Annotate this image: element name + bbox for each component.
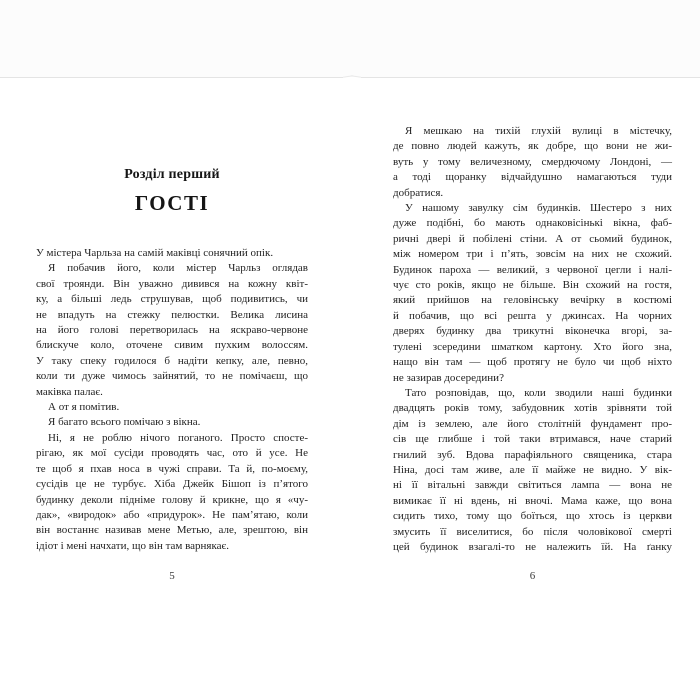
text-line: на його голові перетворилась на яскраво-червоне — [36, 324, 308, 337]
text-line: де повно людей кажуть, як добре, що вони не жи- — [393, 140, 672, 153]
text-line: свої троянди. Він уважно дивився на кожну квіт- — [36, 277, 308, 290]
text-line: тулені зсередини шматком картону. Хто його зна, — [393, 340, 672, 353]
text-line: дверях будинку два трикутні віконечка вгорі, за- — [393, 325, 672, 338]
text-line: рігаю, як мої сусіди проводять час, ото й усе. Не — [36, 447, 308, 460]
text-line: Я багато всього помічаю з вікна. — [48, 416, 201, 429]
chapter-label: Розділ перший — [124, 167, 220, 182]
text-line: дак», «виродок» або «придурок». Не пам’ятаю, коли — [36, 508, 308, 521]
text-line: не зазирав досередини? — [393, 371, 504, 384]
right-page-number: 6 — [529, 570, 536, 582]
text-line: ідіот і мені начхати, що він там варнякає. — [36, 539, 230, 552]
text-line: Ніна, досі там живе, але її майже не видно. У вік- — [393, 463, 672, 476]
text-line: гнилий зуб. Вдова парафіяльного священика, стара — [393, 448, 672, 461]
text-line: Я мешкаю на тихій глухій вулиці в містечку, — [405, 125, 672, 137]
text-line: Будинок пароха — великий, з червоної цегли і налі- — [393, 263, 672, 276]
right-page-text — [393, 124, 672, 555]
chapter-heading — [36, 166, 308, 215]
text-line: У таку спеку годилося б надіти кепку, але, певно, — [36, 354, 308, 367]
text-line: маківка палає. — [36, 385, 103, 398]
text-line: а тоді щоранку відчайдушно намагаються туди — [393, 171, 672, 184]
text-line: У містера Чарльза на самій маківці сонячний опік. — [36, 247, 274, 259]
text-line: цей будинок взагалі-то не належить їй. На ґанку — [393, 540, 672, 553]
reader-top-margin — [0, 0, 700, 77]
text-line: нащо він там — щоб протягу не було чи щоб ніхто — [393, 356, 672, 369]
text-line: вимикає її ні вдень, ні вночі. Мама каже, що вона — [393, 494, 672, 507]
text-line: сусідів це не турбує. Хіба Джейк Бішоп із п’ятого — [36, 478, 308, 491]
text-line: сидить тихо, тому що боїться, що хтось із церкви — [393, 510, 672, 523]
text-line: сів ще глибше і той таки втримався, наче старий — [393, 433, 672, 446]
chapter-title: ГОСТІ — [134, 191, 210, 215]
text-line: ричні двері й побілені стіни. А от сьомий будинок, — [393, 232, 672, 245]
text-line: й побачив, що всі решта у джинсах. На чорних — [393, 309, 672, 322]
text-line: дуже подібні, бо мають однаковісінькі вікна, фаб- — [393, 217, 672, 230]
text-line: змусить її виселитися, бо після чоловікової смерті — [393, 525, 672, 538]
text-line: блискуче коло, оточене сивим пухким волоссям. — [36, 339, 308, 352]
text-line: Ні, я не роблю нічого поганого. Просто спосте- — [48, 431, 308, 444]
text-line: двадцять років тому, забудовник хотів зрівняти той — [393, 402, 672, 415]
text-line: вуть у тому величезному, смердючому Лондоні, — — [393, 155, 672, 168]
text-line: який прийшов на геловінську вечірку в костюмі — [393, 294, 672, 307]
text-line: Тато розповідав, що, коли зводили наші будинки — [405, 386, 672, 399]
text-line: добратися. — [393, 186, 444, 199]
left-page-number: 5 — [169, 570, 175, 582]
left-page-text — [36, 246, 308, 554]
text-line: коли ти дуже чимось зайнятий, то не помічаєш, що — [36, 370, 308, 383]
text-line: між номером три і п’ять, зовсім на них не схожий. — [393, 248, 672, 261]
text-line: А от я помітив. — [48, 401, 120, 414]
text-line: те щоб я пхав носа в чужі справи. Та й, по-моєму, — [36, 462, 308, 475]
text-line: ні її вітальні завжди світиться лампа — вона не — [393, 479, 672, 492]
text-line: Я побачив його, коли містер Чарльз оглядав — [48, 262, 308, 275]
text-line: дім із землею, але його столітній фундамент про- — [393, 417, 672, 430]
text-line: У нашому завулку сім будинків. Шестеро з них — [405, 202, 672, 215]
text-line: чує сто років, якщо не більше. Він схожий на гостя, — [393, 279, 672, 292]
text-line: він востаннє називав мене Метью, але, зрештою, він — [36, 524, 308, 537]
text-line: будинку деколи підніме голову й крикне, що я «чу- — [36, 493, 308, 506]
text-line: не впадуть на стежку пелюстки. Велика лисина — [36, 308, 308, 321]
text-line: ку, а більші ледь струшував, щоб подивитись, чи — [36, 293, 308, 306]
